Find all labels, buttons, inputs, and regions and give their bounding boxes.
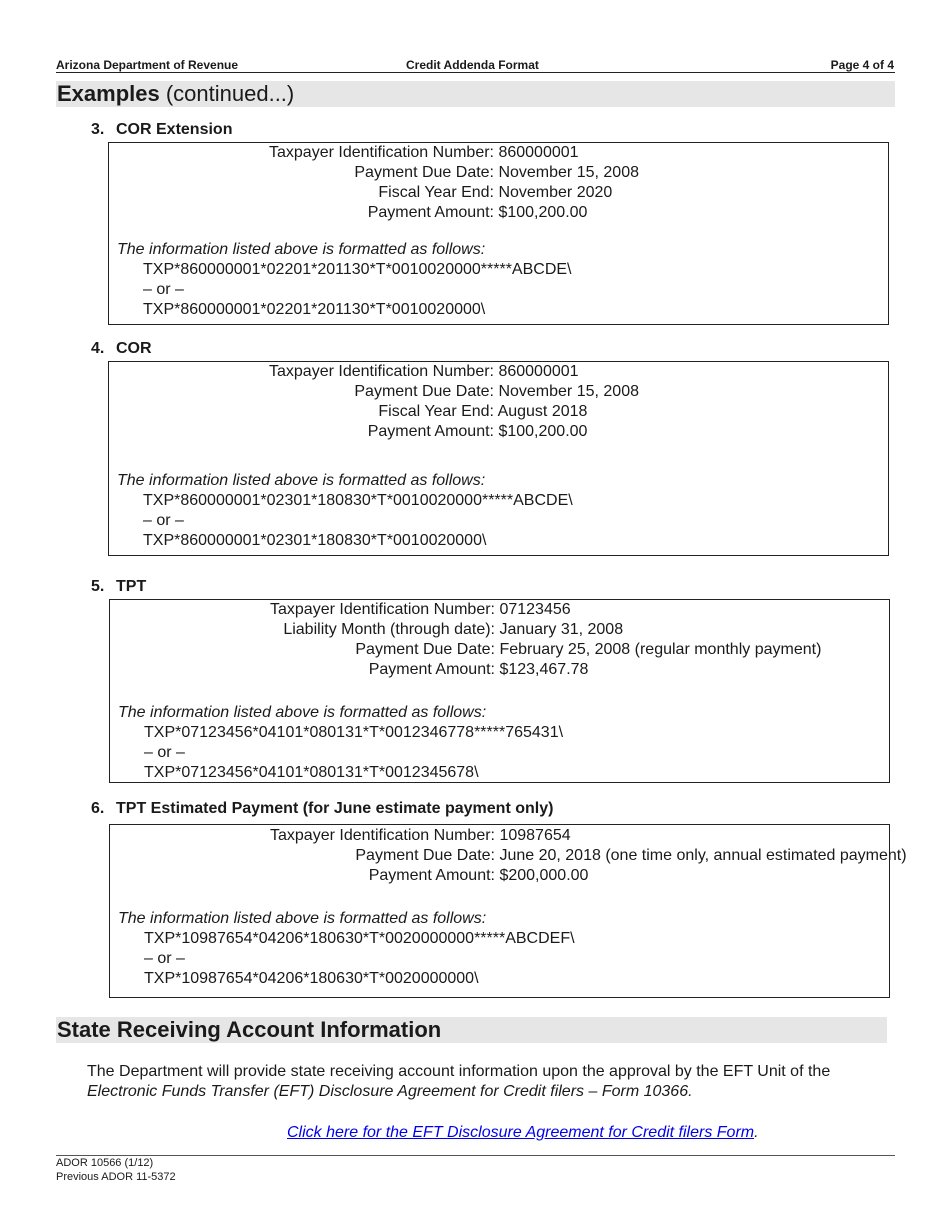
state-section-body bbox=[87, 1062, 887, 1102]
examples-section-band bbox=[56, 81, 895, 107]
example-6-heading: 6. TPT Estimated Payment (for June estimate payment only) bbox=[91, 800, 554, 817]
format-code-full: TXP*860000001*02201*201130*T*0010020000*****ABCDE\ bbox=[143, 261, 572, 278]
format-or: – or – bbox=[143, 512, 184, 529]
footer-form-number: ADOR 10566 (1/12) bbox=[56, 1157, 154, 1169]
eft-link-period: . bbox=[754, 1124, 759, 1141]
format-intro: The information listed above is formatted as follows: bbox=[117, 241, 486, 258]
field-row: Taxpayer Identification Number: 10987654 bbox=[270, 827, 571, 844]
format-intro: The information listed above is formatted as follows: bbox=[118, 704, 487, 721]
field-row: Payment Amount: $123,467.78 bbox=[368, 661, 589, 678]
example-5-heading: 5. TPT bbox=[91, 578, 147, 595]
examples-section-title: Examples (continued...) bbox=[57, 81, 295, 106]
format-or: – or – bbox=[144, 950, 185, 967]
format-code-short: TXP*07123456*04101*080131*T*0012345678\ bbox=[144, 764, 479, 781]
field-row: Payment Amount: $100,200.00 bbox=[367, 423, 588, 440]
field-row: Payment Due Date: February 25, 2008 (regular monthly payment) bbox=[355, 641, 822, 658]
example-3-heading: 3. COR Extension bbox=[91, 121, 233, 138]
example-4-box bbox=[108, 361, 889, 556]
field-row: Fiscal Year End: November 2020 bbox=[378, 184, 613, 201]
header-agency: Arizona Department of Revenue bbox=[56, 58, 239, 72]
format-code-full: TXP*860000001*02301*180830*T*0010020000*****ABCDE\ bbox=[143, 492, 573, 509]
format-code-full: TXP*10987654*04206*180630*T*0020000000*****ABCDEF\ bbox=[144, 930, 575, 947]
eft-link-row bbox=[287, 1123, 759, 1143]
format-code-short: TXP*860000001*02201*201130*T*0010020000\ bbox=[143, 301, 486, 318]
header-title: Credit Addenda Format bbox=[406, 58, 539, 72]
state-section-body-form-name: Electronic Funds Transfer (EFT) Disclosure Agreement for Credit filers – Form 10366. bbox=[87, 1083, 693, 1100]
footer-rule bbox=[56, 1155, 895, 1156]
format-code-full: TXP*07123456*04101*080131*T*0012346778*****765431\ bbox=[144, 724, 564, 741]
example-6-title: TPT Estimated Payment (for June estimate payment only) bbox=[116, 800, 554, 817]
example-4-title: COR bbox=[116, 340, 152, 357]
state-section-band bbox=[56, 1017, 887, 1043]
field-row: Liability Month (through date): January 31, 2008 bbox=[283, 621, 624, 638]
format-code-short: TXP*860000001*02301*180830*T*0010020000\ bbox=[143, 532, 487, 549]
format-intro: The information listed above is formatted as follows: bbox=[118, 910, 487, 927]
example-3-title: COR Extension bbox=[116, 121, 233, 138]
field-row: Taxpayer Identification Number: 860000001 bbox=[269, 363, 579, 380]
field-row: Payment Amount: $100,200.00 bbox=[367, 204, 588, 221]
eft-disclosure-agreement-link[interactable]: Click here for the EFT Disclosure Agreement for Credit filers Form bbox=[287, 1124, 755, 1141]
format-or: – or – bbox=[143, 281, 184, 298]
field-row: Payment Due Date: November 15, 2008 bbox=[354, 164, 639, 181]
example-5-box bbox=[109, 599, 890, 783]
header-page-number: Page 4 of 4 bbox=[830, 58, 894, 72]
example-4-heading: 4. COR bbox=[91, 340, 152, 357]
example-5-title: TPT bbox=[116, 578, 147, 595]
field-row: Taxpayer Identification Number: 07123456 bbox=[270, 601, 571, 618]
field-row: Taxpayer Identification Number: 860000001 bbox=[269, 144, 579, 161]
format-or: – or – bbox=[144, 744, 185, 761]
field-row: Payment Amount: $200,000.00 bbox=[368, 867, 589, 884]
field-row: Payment Due Date: June 20, 2018 (one time only, annual estimated payment) bbox=[355, 847, 907, 864]
state-section-body-line: The Department will provide state receiving account information upon the approval by the EFT Unit of the bbox=[87, 1063, 831, 1080]
footer-previous-form: Previous ADOR 11-5372 bbox=[56, 1171, 176, 1183]
format-code-short: TXP*10987654*04206*180630*T*0020000000\ bbox=[144, 970, 479, 987]
header-rule bbox=[56, 72, 895, 73]
field-row: Fiscal Year End: August 2018 bbox=[378, 403, 588, 420]
example-3-box bbox=[108, 142, 889, 325]
state-section-title: State Receiving Account Information bbox=[57, 1017, 442, 1042]
example-6-box bbox=[109, 824, 907, 998]
field-row: Payment Due Date: November 15, 2008 bbox=[354, 383, 639, 400]
format-intro: The information listed above is formatted as follows: bbox=[117, 472, 486, 489]
